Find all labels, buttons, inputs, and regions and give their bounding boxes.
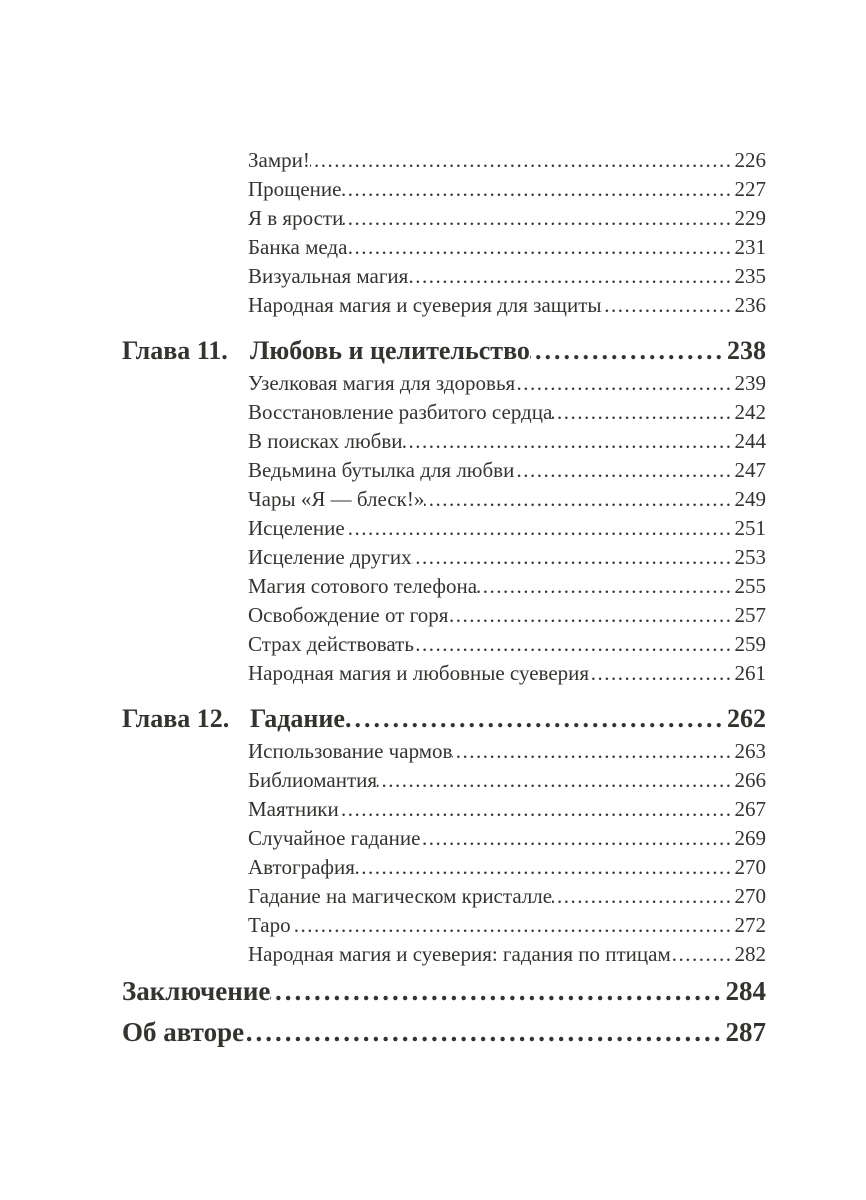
toc-entry-sub [248,233,766,262]
page-number: 261 [734,661,766,685]
dot-leader [412,543,735,572]
page-number: 239 [734,371,766,395]
dot-leader [345,701,727,737]
dot-leader [408,262,734,291]
toc-entry-sub [248,824,766,853]
toc-entry-sub [248,146,766,175]
entry-title: Таро [248,913,291,937]
dot-leader [343,204,734,233]
dot-leader [424,485,734,514]
entry-title: Библиомантия [248,768,378,792]
entry-title: Узелковая магия для здоровья [248,371,516,395]
entry-title: Маятники [248,797,339,821]
dot-leader [552,882,734,911]
page-number: 247 [734,458,766,482]
dot-leader [515,369,734,398]
entry-title: Замри! [248,148,310,172]
entry-title: Освобождение от горя [248,603,449,627]
entry-title: Народная магия и суеверия: гадания по птицам [248,942,671,966]
entry-title: В поисках любви [248,429,403,453]
entry-title: Ведьмина бутылка для любви [248,458,515,482]
entry-title: Любовь и целительство [250,336,530,365]
toc-entry-sub [248,175,766,204]
toc-entry-sub [248,882,766,911]
toc-entry-sub [248,262,766,291]
toc-entry-sub [248,369,766,398]
entry-title: Исцеление [248,516,345,540]
entry-title: Магия сотового телефона [248,574,478,598]
entry-title: Автография [248,855,355,879]
toc-entry-sub [248,940,766,969]
toc-entry-top [122,972,766,1010]
page-number: 242 [734,400,766,424]
page-number: 244 [734,429,766,453]
entry-title: Визуальная магия [248,264,409,288]
page-number: 270 [734,855,766,879]
toc-entry-sub [248,485,766,514]
page-number: 255 [734,574,766,598]
page-number: 269 [734,826,766,850]
entry-title: Случайное гадание [248,826,421,850]
toc-entry-sub [248,427,766,456]
page-number: 236 [734,293,766,317]
toc-entry-sub [248,572,766,601]
page-number: 235 [734,264,766,288]
page-number: 263 [734,739,766,763]
toc-entry-sub [248,514,766,543]
dot-leader [339,795,735,824]
page-number: 249 [734,487,766,511]
dot-leader [601,291,734,320]
toc-entry-sub [248,766,766,795]
entry-title: Чары «Я — блеск!» [248,487,425,511]
dot-leader [341,175,734,204]
page-number: 266 [734,768,766,792]
entry-title: Страх действовать [248,632,414,656]
dot-leader [377,766,734,795]
page-number: 251 [734,516,766,540]
page-number: 231 [734,235,766,259]
entry-title: Прощение [248,177,342,201]
page-number: 284 [725,976,766,1006]
page-number: 253 [734,545,766,569]
toc-entry-top [122,1013,766,1051]
toc-entry-chapter [122,333,766,369]
dot-leader [448,601,734,630]
entry-title: Народная магия и суеверия для защиты [248,293,602,317]
entry-title: Я в ярости [248,206,344,230]
toc-entry-chapter [122,701,766,737]
page-number: 257 [734,603,766,627]
dot-leader [355,853,735,882]
toc-entry-sub [248,543,766,572]
toc-entry-sub [248,795,766,824]
toc-entry-sub [248,291,766,320]
entry-title: Народная магия и любовные суеверия [248,661,590,685]
dot-leader [244,1013,725,1051]
page-number: 226 [734,148,766,172]
dot-leader [552,398,734,427]
entry-title: Об авторе [122,1017,245,1047]
toc-entry-sub [248,659,766,688]
dot-leader [414,630,735,659]
dot-leader [514,456,734,485]
toc-entry-sub [248,456,766,485]
chapter-number-label: Глава 12. [122,704,230,733]
dot-leader [589,659,734,688]
dot-leader [452,737,734,766]
entry-title: Восстановление разбитого сердца [248,400,553,424]
page-number: 238 [727,336,766,365]
entry-title: Банка меда [248,235,348,259]
page-number: 272 [734,913,766,937]
toc-entry-sub [248,630,766,659]
toc-entry-sub [248,911,766,940]
toc-entry-sub [248,853,766,882]
toc-entry-sub [248,398,766,427]
dot-leader [477,572,734,601]
page-number: 229 [734,206,766,230]
toc-entry-sub [248,737,766,766]
page-number: 270 [734,884,766,908]
chapter-number-label: Глава 11. [122,336,228,365]
entry-title: Заключение [122,976,271,1006]
entry-title: Исцеление других [248,545,412,569]
toc-entry-sub [248,601,766,630]
dot-leader [403,427,735,456]
page-number: 267 [734,797,766,821]
page-number: 262 [727,704,766,733]
dot-leader [291,911,735,940]
dot-leader [420,824,734,853]
page-number: 227 [734,177,766,201]
entry-title: Гадание [250,704,345,733]
dot-leader [347,233,734,262]
page-number: 282 [734,942,766,966]
page-number: 287 [725,1017,766,1047]
toc-entry-sub [248,204,766,233]
entry-title: Использование чармов [248,739,453,763]
dot-leader [671,940,735,969]
dot-leader [310,146,735,175]
dot-leader [345,514,735,543]
dot-leader [270,972,725,1010]
dot-leader [530,333,727,369]
entry-title: Гадание на магическом кристалле [248,884,553,908]
page-number: 259 [734,632,766,656]
